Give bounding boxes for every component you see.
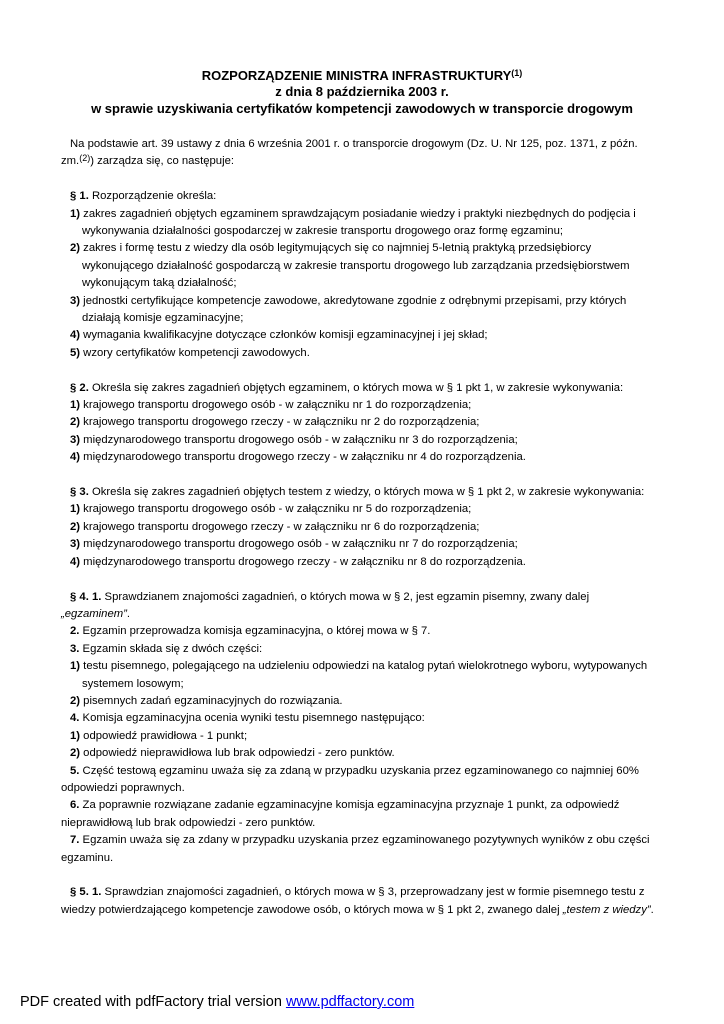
item-text-cont: wykonującym taką działalność;: [82, 277, 237, 290]
list-item: [70, 728, 690, 745]
item-text-cont: działają komisje egzaminacyjne;: [82, 312, 244, 325]
item-text: wzory certyfikatów kompetencji zawodowych.: [80, 346, 310, 359]
section-1-mark: § 1.: [70, 190, 89, 203]
list-item: [70, 554, 690, 571]
list-item: [70, 397, 690, 414]
item-number: 2): [70, 694, 81, 707]
item-number: 4): [70, 555, 81, 568]
item-number: 2): [70, 242, 81, 255]
item-text: krajowego transportu drogowego osób - w załączniku nr 5 do rozporządzenia;: [80, 503, 472, 516]
list-item: [70, 345, 690, 362]
para-text: Komisja egzaminacyjna ocenia wyniki testu pisemnego następująco:: [79, 712, 425, 725]
list-item: [70, 206, 690, 241]
section-5-end: .: [650, 903, 654, 916]
list-item: [70, 449, 690, 466]
para-text: Część testową egzaminu uważa się za zdaną w przypadku uzyskania przez egzaminowanego co najmniej 60%: [79, 764, 639, 777]
item-number: 1): [70, 503, 81, 516]
item-text: odpowiedź nieprawidłowa lub brak odpowiedzi - zero punktów.: [80, 747, 395, 760]
para-text-cont: egzaminu.: [61, 851, 114, 864]
footnote-ref-1: (1): [511, 68, 523, 78]
item-number: 1): [70, 399, 81, 412]
pdf-footer: [20, 994, 414, 1010]
item-number: 1): [70, 729, 81, 742]
section-4-para-2: [70, 623, 690, 640]
para-number: 3.: [70, 642, 80, 655]
section-4-para-7: [61, 832, 690, 867]
item-text-cont: wykonywania działalności gospodarczej w zakresie transportu drogowego oraz formę egzaminu;: [82, 225, 563, 238]
title-line-1: ROZPORZĄDZENIE MINISTRA INFRASTRUKTURY: [201, 68, 512, 83]
item-text: wymagania kwalifikacyjne dotyczące członków komisji egzaminacyjnej i jej skład;: [80, 329, 488, 342]
spacer: [70, 467, 690, 484]
section-3-text: Określa się zakres zagadnień objętych testem z wiedzy, o których mowa w § 1 pkt 2, w zakresie wykonywania:: [88, 486, 645, 499]
section-3-mark: § 3.: [70, 486, 89, 499]
item-number: 4): [70, 329, 81, 342]
section-2-text: Określa się zakres zagadnień objętych egzaminem, o których mowa w § 1 pkt 1, w zakresie wykonywania:: [88, 381, 624, 394]
para-number: 4.: [70, 712, 80, 725]
list-item: [70, 745, 690, 762]
list-item: [70, 693, 690, 710]
para-text-cont: odpowiedzi poprawnych.: [61, 781, 185, 794]
list-item: [70, 293, 690, 328]
section-4-p1-end: .: [126, 607, 131, 620]
item-number: 2): [70, 520, 81, 533]
list-item: [70, 658, 690, 693]
section-4-para-1: [61, 589, 690, 624]
item-text: międzynarodowego transportu drogowego osób - w załączniku nr 7 do rozporządzenia;: [80, 538, 518, 551]
section-5-para-1: [61, 884, 690, 919]
intro-paragraph: [70, 136, 690, 153]
para-text: Za poprawnie rozwiązane zadanie egzaminacyjne komisja egzaminacyjna przyznaje 1 punkt, za odpowiedź: [79, 799, 620, 812]
list-item: [70, 536, 690, 553]
item-text: krajowego transportu drogowego rzeczy - w załączniku nr 6 do rozporządzenia;: [80, 520, 480, 533]
para-number: 5.: [70, 764, 80, 777]
intro-line-2a: zm.: [61, 155, 80, 168]
para-text: Egzamin uważa się za zdany w przypadku uzyskania przez egzaminowanego pozytywnych wyników z obu części: [79, 834, 650, 847]
list-item: [70, 240, 690, 292]
intro-line-2b: ) zarządza się, co następuje:: [90, 155, 235, 168]
item-text-cont: wykonującego działalność gospodarczą w zakresie transportu drogowego lub zarządzania przedsiębiorstwem: [82, 259, 630, 272]
document-date: z dnia 8 października 2003 r.: [275, 84, 449, 99]
para-number: 7.: [70, 834, 80, 847]
item-number: 1): [70, 660, 81, 673]
section-3-heading: [70, 484, 690, 501]
section-5-italic: „testem z wiedzy”: [562, 903, 651, 916]
section-2-mark: § 2.: [70, 381, 89, 394]
section-4-para-4: [70, 710, 690, 727]
spacer: [70, 171, 690, 188]
section-1-text: Rozporządzenie określa:: [88, 190, 217, 203]
item-text-cont: systemem losowym;: [82, 677, 184, 690]
item-text: zakres zagadnień objętych egzaminem sprawdzającym posiadanie wiedzy i praktyki niezbędnych do podjęcia i: [80, 207, 636, 220]
section-4-mark: § 4. 1.: [70, 590, 102, 603]
section-5-text-cont: wiedzy potwierdzającego kompetencje zawodowe osób, o których mowa w § 1 pkt 2, zwanego dalej: [61, 903, 563, 916]
list-item: [70, 501, 690, 518]
spacer: [70, 571, 690, 588]
para-text-cont: nieprawidłową lub brak odpowiedzi - zero punktów.: [61, 816, 316, 829]
spacer: [70, 362, 690, 379]
item-text: międzynarodowego transportu drogowego rzeczy - w załączniku nr 8 do rozporządzenia.: [80, 555, 526, 568]
item-text: międzynarodowego transportu drogowego rzeczy - w załączniku nr 4 do rozporządzenia.: [80, 451, 526, 464]
section-4-para-6: [61, 797, 690, 832]
item-number: 2): [70, 747, 81, 760]
item-number: 4): [70, 451, 81, 464]
intro-paragraph-cont: [61, 153, 690, 170]
spacer: [70, 867, 690, 884]
list-item: [70, 432, 690, 449]
item-text: międzynarodowego transportu drogowego osób - w załączniku nr 3 do rozporządzenia;: [80, 433, 518, 446]
item-text: zakres i formę testu z wiedzy dla osób legitymujących się co najmniej 5-letnią praktyką przedsiębiorcy: [80, 242, 592, 255]
para-text: Egzamin przeprowadza komisja egzaminacyjna, o której mowa w § 7.: [79, 625, 431, 638]
footer-text: PDF created with pdfFactory trial version: [20, 994, 286, 1010]
para-number: 2.: [70, 625, 80, 638]
section-4-para-5: [61, 763, 690, 798]
section-1-heading: [70, 188, 690, 205]
section-2-heading: [70, 380, 690, 397]
section-5-text: Sprawdzian znajomości zagadnień, o których mowa w § 3, przeprowadzany jest w formie pisemnego testu z: [101, 886, 645, 899]
section-4-p1-text: Sprawdzianem znajomości zagadnień, o których mowa w § 2, jest egzamin pisemny, zwany dalej: [101, 590, 590, 603]
section-4-p1-italic: „egzaminem”: [61, 607, 127, 620]
document-title: [0, 68, 724, 84]
item-number: 5): [70, 346, 81, 359]
document-subject: w sprawie uzyskiwania certyfikatów kompetencji zawodowych w transporcie drogowym: [91, 101, 633, 116]
item-number: 3): [70, 294, 81, 307]
item-text: jednostki certyfikujące kompetencje zawodowe, akredytowane zgodnie z odrębnymi przepisami, przy których: [80, 294, 627, 307]
pdffactory-link[interactable]: www.pdffactory.com: [285, 994, 415, 1010]
list-item: [70, 414, 690, 431]
item-text: odpowiedź prawidłowa - 1 punkt;: [80, 729, 248, 742]
list-item: [70, 519, 690, 536]
para-text: Egzamin składa się z dwóch części:: [79, 642, 263, 655]
item-text: krajowego transportu drogowego rzeczy - w załączniku nr 2 do rozporządzenia;: [80, 416, 480, 429]
item-number: 3): [70, 433, 81, 446]
document-body: [61, 136, 690, 919]
footnote-ref-2: (2): [79, 153, 91, 164]
item-text: krajowego transportu drogowego osób - w załączniku nr 1 do rozporządzenia;: [80, 399, 472, 412]
para-number: 6.: [70, 799, 80, 812]
item-text: pisemnych zadań egzaminacyjnych do rozwiązania.: [80, 694, 343, 707]
list-item: [70, 327, 690, 344]
item-number: 1): [70, 207, 81, 220]
section-5-mark: § 5. 1.: [70, 886, 102, 899]
item-number: 2): [70, 416, 81, 429]
intro-line-1: Na podstawie art. 39 ustawy z dnia 6 września 2001 r. o transporcie drogowym (Dz. U. Nr 125, poz. 1371, z późn.: [70, 138, 638, 150]
item-text: testu pisemnego, polegającego na udzieleniu odpowiedzi na katalog pytań wielokrotnego wyboru, wytypowanych: [80, 660, 648, 673]
item-number: 3): [70, 538, 81, 551]
section-4-para-3: [70, 641, 690, 658]
